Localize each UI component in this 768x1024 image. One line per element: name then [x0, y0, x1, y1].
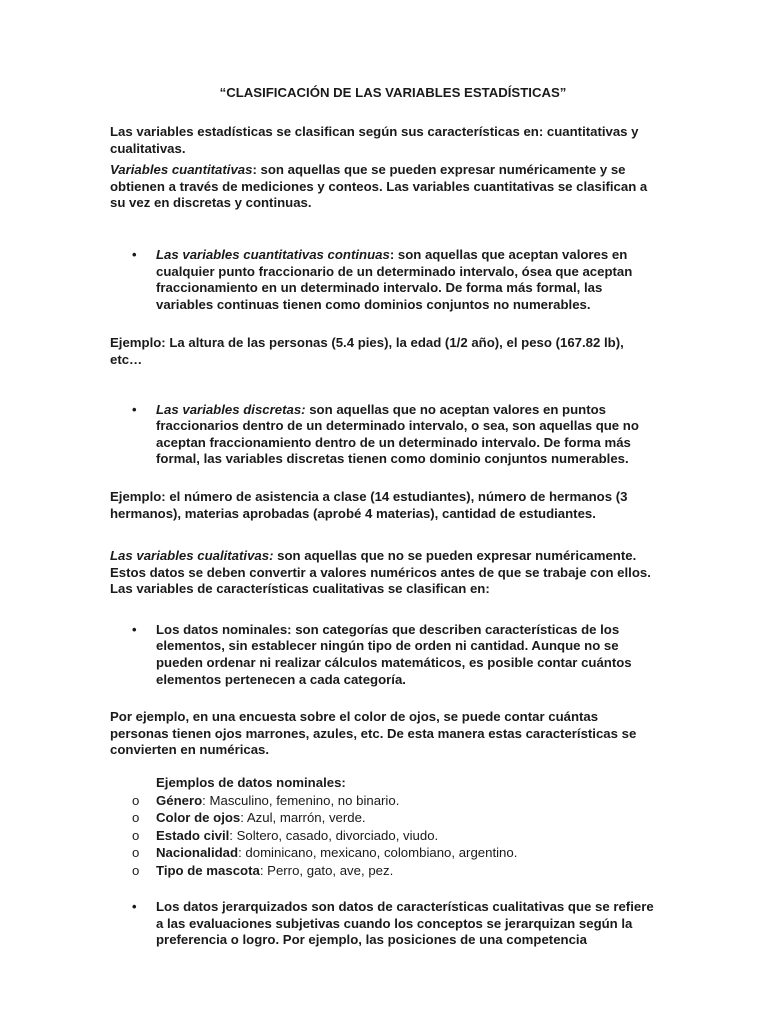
discrete-example: Ejemplo: el número de asistencia a clase (14 estudiantes), número de hermanos (3 hermanos), materias aprobadas (aprobé 4 materias), cantidad de estudiantes. — [110, 488, 628, 521]
intro-text: Las variables estadísticas se clasifican según sus características en: cuantitativas y cualitativas. — [110, 124, 639, 156]
example-text: : Azul, marrón, verde. — [240, 810, 366, 826]
nominal-example-item — [110, 862, 656, 880]
ranked-item — [110, 899, 656, 949]
example-text: : dominicano, mexicano, colombiano, argentino. — [238, 845, 518, 861]
qualitative-text: son aquellas que no se pueden expresar numéricamente. Estos datos se deben convertir a valores numéricos antes de que se trabaje con ellos. Las variables de características cualitativas se clasifican en: — [110, 548, 651, 597]
nominal-examples-heading: Ejemplos de datos nominales: — [156, 775, 346, 791]
example-term: Tipo de mascota — [156, 862, 260, 878]
nominal-item — [110, 622, 656, 688]
example-text: : Masculino, femenino, no binario. — [202, 792, 400, 808]
example-text: : Perro, gato, ave, pez. — [259, 862, 394, 878]
continuous-item — [110, 247, 656, 313]
bullet-icon: • — [132, 899, 137, 915]
continuous-term: Las variables cuantitativas continuas — [156, 246, 390, 262]
quantitative-paragraph — [110, 162, 656, 212]
ranked-list — [110, 899, 656, 949]
discrete-text: son aquellas que no aceptan valores en puntos fraccionarios dentro de un determinado intervalo, o sea, son aquellas que no aceptan fraccionamiento dentro de un determinado intervalo. De forma más formal, las variables discretas tienen como dominio conjuntos numerables. — [156, 401, 639, 467]
ranked-text: Los datos jerarquizados son datos de características cualitativas que se refiere a las evaluaciones subjetivas cuando los conceptos se jerarquizan según la preferencia o logro. Por ejemplo, las posiciones de una competencia — [156, 899, 654, 948]
discrete-term: Las variables discretas: — [156, 401, 306, 417]
intro-paragraph — [110, 124, 656, 157]
quantitative-term: Variables cuantitativas — [110, 162, 253, 178]
nominal-examples-list — [110, 792, 656, 880]
eye-color-example: Por ejemplo, en una encuesta sobre el color de ojos, se puede contar cuántas personas tienen ojos marrones, azules, etc. De esta manera estas características se convierten en numéricas. — [110, 709, 637, 758]
circle-bullet-icon: o — [132, 862, 140, 878]
circle-bullet-icon: o — [132, 792, 140, 808]
circle-bullet-icon: o — [132, 810, 140, 826]
continuous-text: : son aquellas que aceptan valores en cualquier punto fraccionario de un determinado intervalo, ósea que aceptan fraccionamiento en un determinado intervalo. De forma más formal, las variables continuas tienen como dominios conjuntos no numerables. — [156, 246, 633, 312]
bullet-icon: • — [132, 621, 137, 637]
bullet-icon: • — [132, 246, 137, 262]
example-term: Color de ojos — [156, 810, 241, 826]
circle-bullet-icon: o — [132, 845, 140, 861]
nominal-example-item — [110, 792, 656, 810]
nominal-list — [110, 622, 656, 688]
example-term: Género — [156, 792, 203, 808]
nominal-example-item — [110, 844, 656, 862]
example-term: Nacionalidad — [156, 845, 239, 861]
qualitative-paragraph — [110, 548, 656, 598]
continuous-list — [110, 247, 656, 313]
nominal-example-item — [110, 809, 656, 827]
quantitative-text: : son aquellas que se pueden expresar numéricamente y se obtienen a través de mediciones y conteos. Las variables cuantitativas se clasifican a su vez en discretas y continuas. — [110, 162, 648, 211]
document-title: “CLASIFICACIÓN DE LAS VARIABLES ESTADÍSTICAS” — [219, 85, 567, 100]
circle-bullet-icon: o — [132, 827, 140, 843]
example-text: : Soltero, casado, divorciado, viudo. — [229, 827, 439, 843]
example-term: Estado civil — [156, 827, 230, 843]
discrete-item — [110, 402, 656, 468]
bullet-icon: • — [132, 401, 137, 417]
continuous-example: Ejemplo: La altura de las personas (5.4 pies), la edad (1/2 año), el peso (167.82 lb), etc… — [110, 335, 624, 367]
discrete-list — [110, 402, 656, 468]
qualitative-term: Las variables cualitativas: — [110, 548, 274, 564]
nominal-example-item — [110, 827, 656, 845]
nominal-text: Los datos nominales: son categorías que describen características de los elementos, sin establecer ningún tipo de orden ni cantidad. Aunque no se pueden ordenar ni realizar cálculos matemáticos, es posible contar cuántos elementos pertenecen a cada categoría. — [156, 621, 632, 687]
